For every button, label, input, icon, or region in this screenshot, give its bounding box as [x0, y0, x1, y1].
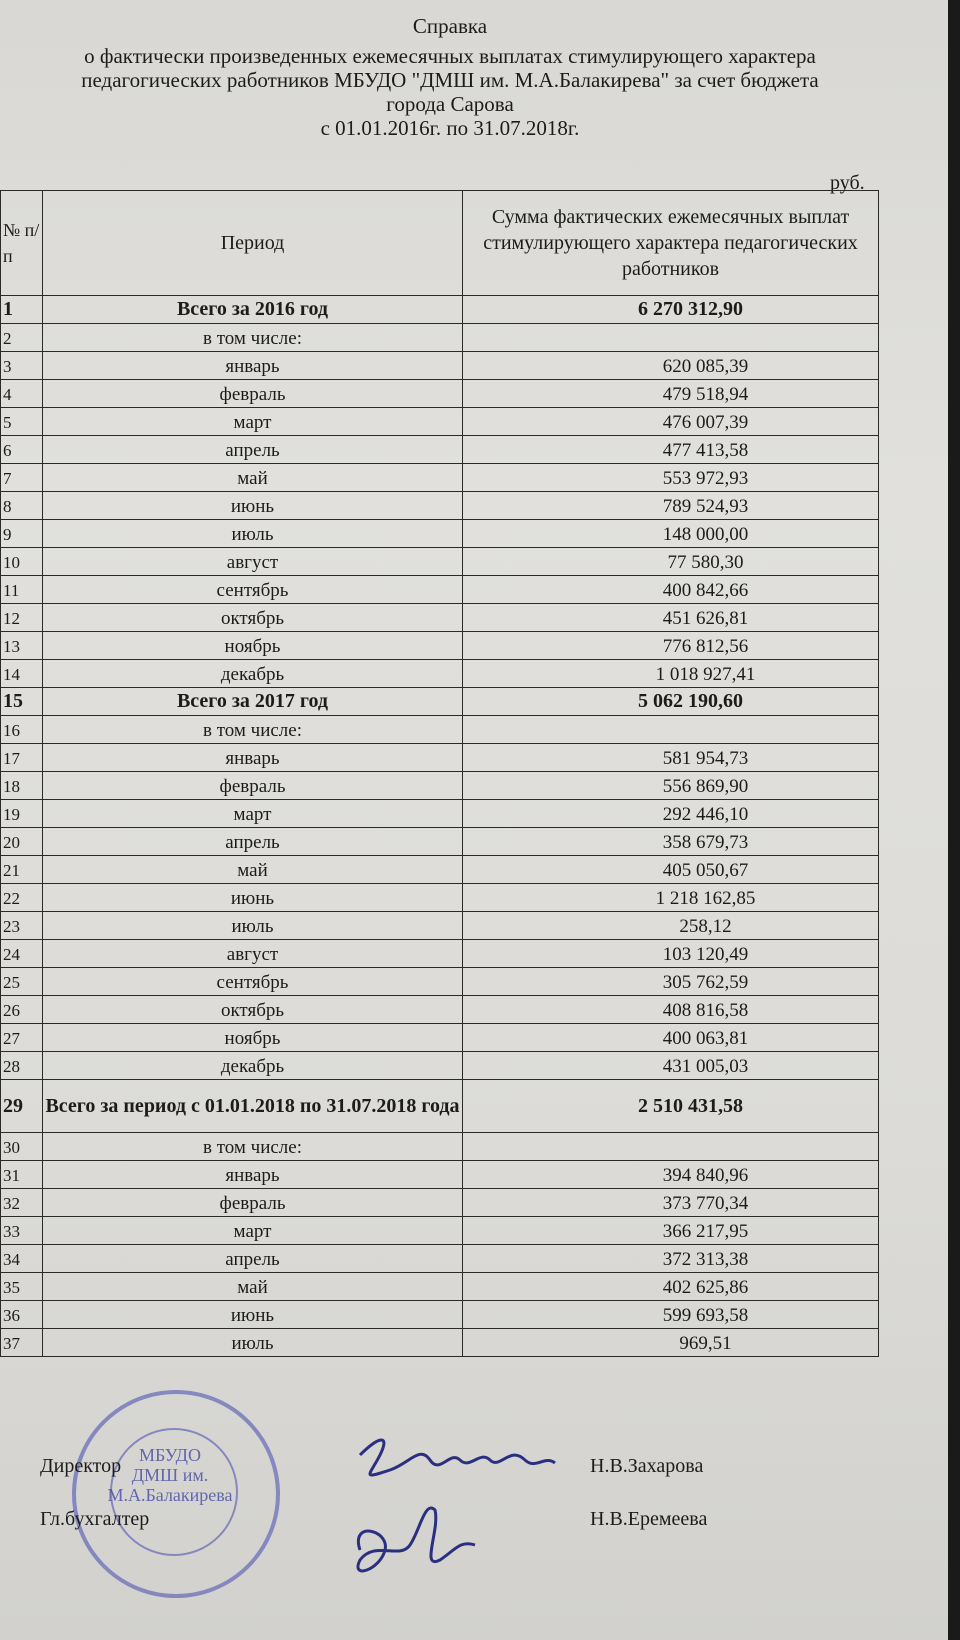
row-value: 103 120,49: [463, 940, 879, 968]
row-period: июнь: [43, 1301, 463, 1329]
table-row: [1, 716, 879, 744]
row-value: 358 679,73: [463, 828, 879, 856]
accountant-label: Гл.бухгалтер: [40, 1508, 150, 1530]
row-period: в том числе:: [43, 1133, 463, 1161]
row-value: 556 869,90: [463, 772, 879, 800]
row-period: февраль: [43, 380, 463, 408]
row-period: ноябрь: [43, 1024, 463, 1052]
row-period: февраль: [43, 772, 463, 800]
row-number: 17: [1, 744, 43, 772]
row-period: январь: [43, 352, 463, 380]
row-number: 36: [1, 1301, 43, 1329]
document-title: Справка: [412, 14, 488, 38]
row-period: октябрь: [43, 996, 463, 1024]
row-number: 4: [1, 380, 43, 408]
row-number: 35: [1, 1273, 43, 1301]
row-period: февраль: [43, 1189, 463, 1217]
table-row: [1, 996, 879, 1024]
header-line-1: о фактически произведенных ежемесячных выплатах стимулирующего характера: [84, 44, 816, 68]
row-number: 31: [1, 1161, 43, 1189]
row-period: декабрь: [43, 660, 463, 688]
stamp-line-2: ДМШ им.: [131, 1465, 209, 1485]
row-value: 408 816,58: [463, 996, 879, 1024]
row-value: 581 954,73: [463, 744, 879, 772]
table-row: [1, 1301, 879, 1329]
row-period: апрель: [43, 828, 463, 856]
table-row: [1, 940, 879, 968]
row-number: 16: [1, 716, 43, 744]
row-period: январь: [43, 744, 463, 772]
table-row: [1, 1329, 879, 1357]
row-period: в том числе:: [43, 324, 463, 352]
row-period: октябрь: [43, 604, 463, 632]
row-number: 12: [1, 604, 43, 632]
table-row: [1, 688, 879, 716]
table-header-row: [1, 191, 879, 296]
row-number: 25: [1, 968, 43, 996]
table-row: [1, 576, 879, 604]
table-row: [1, 1189, 879, 1217]
stamp-line-3: М.А.Балакирева: [107, 1485, 233, 1505]
row-value: 2 510 431,58: [463, 1080, 879, 1133]
row-value: 305 762,59: [463, 968, 879, 996]
row-number: 10: [1, 548, 43, 576]
col-header-number: № п/п: [1, 191, 43, 296]
header-line-3: города Сарова: [386, 92, 514, 116]
row-value: 400 842,66: [463, 576, 879, 604]
row-period: июль: [43, 520, 463, 548]
table-row: [1, 1080, 879, 1133]
table-row: [1, 604, 879, 632]
table-row: [1, 1133, 879, 1161]
row-value: [463, 1133, 879, 1161]
table-row: [1, 408, 879, 436]
table-row: [1, 520, 879, 548]
table-row: [1, 324, 879, 352]
row-period: август: [43, 548, 463, 576]
stamp-line-1: МБУДО: [139, 1445, 201, 1465]
row-period: март: [43, 800, 463, 828]
accountant-signature: [340, 1490, 490, 1600]
row-value: 477 413,58: [463, 436, 879, 464]
row-number: 22: [1, 884, 43, 912]
row-number: 11: [1, 576, 43, 604]
table-row: [1, 856, 879, 884]
currency-label: руб.: [830, 172, 865, 194]
row-number: 7: [1, 464, 43, 492]
row-period: декабрь: [43, 1052, 463, 1080]
row-value: 402 625,86: [463, 1273, 879, 1301]
table-row: [1, 772, 879, 800]
row-number: 23: [1, 912, 43, 940]
table-row: [1, 1161, 879, 1189]
row-number: 1: [1, 296, 43, 324]
table-row: [1, 352, 879, 380]
row-number: 26: [1, 996, 43, 1024]
table-row: [1, 548, 879, 576]
row-value: 599 693,58: [463, 1301, 879, 1329]
row-period: сентябрь: [43, 576, 463, 604]
table-row: [1, 1024, 879, 1052]
row-value: 405 050,67: [463, 856, 879, 884]
row-value: [463, 716, 879, 744]
row-value: [463, 324, 879, 352]
table-row: [1, 1245, 879, 1273]
table-row: [1, 828, 879, 856]
table-row: [1, 380, 879, 408]
row-value: 476 007,39: [463, 408, 879, 436]
row-period: март: [43, 1217, 463, 1245]
row-value: 431 005,03: [463, 1052, 879, 1080]
row-value: 789 524,93: [463, 492, 879, 520]
row-number: 29: [1, 1080, 43, 1133]
table-row: [1, 632, 879, 660]
row-number: 37: [1, 1329, 43, 1357]
row-period: июнь: [43, 492, 463, 520]
row-value: 373 770,34: [463, 1189, 879, 1217]
row-value: 394 840,96: [463, 1161, 879, 1189]
row-value: 258,12: [463, 912, 879, 940]
row-value: 400 063,81: [463, 1024, 879, 1052]
row-period: июль: [43, 1329, 463, 1357]
row-value: 1 218 162,85: [463, 884, 879, 912]
col-header-period: Период: [43, 191, 463, 296]
row-value: 6 270 312,90: [463, 296, 879, 324]
row-value: 479 518,94: [463, 380, 879, 408]
row-number: 34: [1, 1245, 43, 1273]
col-header-sum: Сумма фактических ежемесячных выплат стимулирующего характера педагогических работников: [463, 191, 879, 296]
header-line-2: педагогических работников МБУДО "ДМШ им. М.А.Балакирева" за счет бюджета: [81, 68, 819, 92]
table-row: [1, 800, 879, 828]
director-name: Н.В.Захарова: [590, 1455, 704, 1477]
row-period: январь: [43, 1161, 463, 1189]
row-value: 776 812,56: [463, 632, 879, 660]
page-edge-shadow: [948, 0, 960, 1640]
row-number: 32: [1, 1189, 43, 1217]
row-value: 620 085,39: [463, 352, 879, 380]
document-header: [0, 14, 900, 140]
row-number: 33: [1, 1217, 43, 1245]
row-number: 24: [1, 940, 43, 968]
row-period: Всего за 2017 год: [43, 688, 463, 716]
row-number: 5: [1, 408, 43, 436]
table-row: [1, 884, 879, 912]
row-period: ноябрь: [43, 632, 463, 660]
table-row: [1, 492, 879, 520]
header-line-4: с 01.01.2016г. по 31.07.2018г.: [320, 116, 580, 140]
row-number: 27: [1, 1024, 43, 1052]
row-number: 2: [1, 324, 43, 352]
table-row: [1, 912, 879, 940]
table-row: [1, 968, 879, 996]
row-period: сентябрь: [43, 968, 463, 996]
row-period: апрель: [43, 1245, 463, 1273]
payments-table: [0, 190, 879, 1357]
table-row: [1, 660, 879, 688]
row-value: 148 000,00: [463, 520, 879, 548]
row-number: 9: [1, 520, 43, 548]
row-number: 15: [1, 688, 43, 716]
row-value: 451 626,81: [463, 604, 879, 632]
row-number: 13: [1, 632, 43, 660]
table-row: [1, 436, 879, 464]
table-row: [1, 744, 879, 772]
director-signature: [350, 1425, 560, 1495]
table-row: [1, 1217, 879, 1245]
row-number: 20: [1, 828, 43, 856]
table-row: [1, 464, 879, 492]
row-value: 553 972,93: [463, 464, 879, 492]
row-period: май: [43, 856, 463, 884]
row-period: июнь: [43, 884, 463, 912]
row-number: 6: [1, 436, 43, 464]
row-period: май: [43, 464, 463, 492]
row-number: 28: [1, 1052, 43, 1080]
row-value: 1 018 927,41: [463, 660, 879, 688]
row-value: 372 313,38: [463, 1245, 879, 1273]
row-number: 21: [1, 856, 43, 884]
row-period: май: [43, 1273, 463, 1301]
row-number: 30: [1, 1133, 43, 1161]
row-value: 969,51: [463, 1329, 879, 1357]
row-number: 3: [1, 352, 43, 380]
row-period: апрель: [43, 436, 463, 464]
row-value: 292 446,10: [463, 800, 879, 828]
director-label: Директор: [40, 1455, 122, 1477]
row-value: 77 580,30: [463, 548, 879, 576]
row-value: 366 217,95: [463, 1217, 879, 1245]
accountant-name: Н.В.Еремеева: [590, 1508, 708, 1530]
row-number: 18: [1, 772, 43, 800]
table-row: [1, 1052, 879, 1080]
table-body: [1, 296, 879, 1357]
row-number: 19: [1, 800, 43, 828]
row-period: март: [43, 408, 463, 436]
row-number: 14: [1, 660, 43, 688]
row-number: 8: [1, 492, 43, 520]
table-row: [1, 1273, 879, 1301]
row-value: 5 062 190,60: [463, 688, 879, 716]
row-period: июль: [43, 912, 463, 940]
row-period: Всего за 2016 год: [43, 296, 463, 324]
row-period: август: [43, 940, 463, 968]
table-row: [1, 296, 879, 324]
row-period: в том числе:: [43, 716, 463, 744]
row-period: Всего за период с 01.01.2018 по 31.07.2018 года: [43, 1080, 463, 1133]
